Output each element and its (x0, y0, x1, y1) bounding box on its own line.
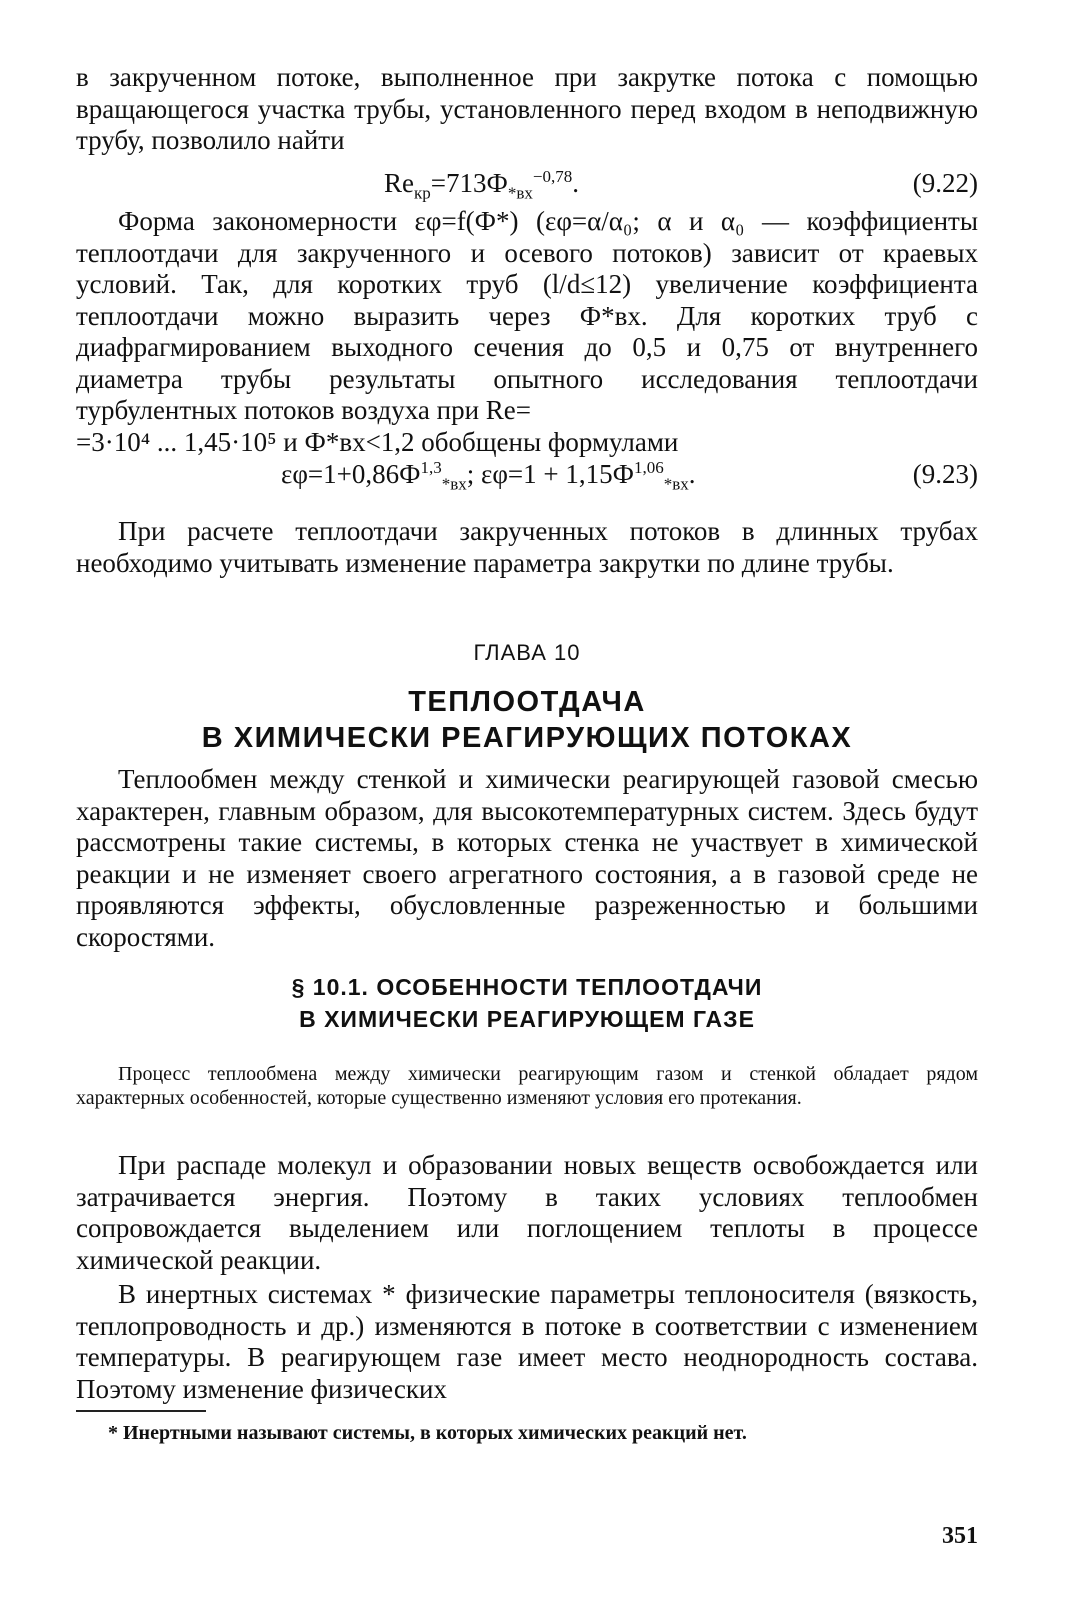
equation-9-22 (76, 168, 978, 202)
footnote-divider (76, 1410, 206, 1412)
chapter-label: ГЛАВА 10 (473, 640, 581, 665)
chapter-title-line1: ТЕПЛООТДАЧА (408, 686, 646, 718)
form-paragraph: Форма закономерности εφ=f(Ф*) (εφ=α/α₀; α и α₀ — коэффициенты теплоотдачи для закрученного и осевого потоков) зависит от краевых условий. Так, для коротких труб (l/d≤12) увеличение коэффициента теплоотдачи можно выразить через Ф*вх. Для коротких труб с диафрагмированием выходного сечения до 0,5 и 0,75 от внутреннего диаметра трубы результаты опытного исследования теплоотдачи турбулентных потоков воздуха при Re= (76, 206, 978, 425)
equation-9-22-body (384, 167, 579, 203)
form-paragraph-block (76, 206, 978, 458)
section-abstract: Процесс теплообмена между химически реагирующим газом и стенкой обладает рядом характерных особенностей, которые существенно изменяют условия его протекания. (76, 1063, 978, 1109)
section-title-line1: § 10.1. ОСОБЕННОСТИ ТЕПЛООТДАЧИ (291, 974, 763, 1000)
equation-9-23-number: (9.23) (912, 459, 978, 489)
eq-922-mid-sub: *вх (507, 183, 533, 203)
decay-paragraph: При распаде молекул и образовании новых веществ освобождается или затрачивается энергия. Поэтому в таких условиях теплообмен сопровождается выделением или поглощением теплоты в процессе химической реакции. (76, 1150, 978, 1275)
intro-paragraph-block (76, 62, 978, 157)
long-tubes-paragraph-block (76, 516, 978, 579)
section-heading (76, 972, 978, 1042)
chapter-title-line2: В ХИМИЧЕСКИ РЕАГИРУЮЩИХ ПОТОКАХ (201, 722, 853, 754)
form-paragraph-cont: =3·10⁴ ... 1,45·10⁵ и Ф*вх<1,2 обобщены формулами (76, 426, 679, 457)
section-abstract-block (76, 1062, 978, 1110)
eq-922-mid: =713Ф (430, 168, 508, 198)
equation-9-23-body (281, 458, 696, 494)
eq-923-part1-sup: 1,3 (420, 458, 442, 477)
eq-923-part2: εφ=1 + 1,15Ф (481, 459, 634, 489)
eq-923-part2-sub: *вх (663, 474, 689, 494)
eq-922-mid-sup: −0,78 (532, 167, 573, 186)
eq-922-end: . (572, 168, 579, 198)
section-title-line2: В ХИМИЧЕСКИ РЕАГИРУЮЩЕМ ГАЗЕ (299, 1006, 755, 1032)
body-paragraphs (76, 1150, 978, 1405)
eq-923-part1-sub: *вх (441, 474, 467, 494)
long-tubes-paragraph: При расчете теплоотдачи закрученных потоков в длинных трубах необходимо учитывать изменение параметра закрутки по длине трубы. (76, 516, 978, 578)
eq-923-part2-sup: 1,06 (633, 458, 664, 477)
eq-923-part1: εφ=1+0,86Ф (281, 459, 421, 489)
intro-paragraph: в закрученном потоке, выполненное при закрутке потока с помощью вращающегося участка трубы, установленного перед входом в неподвижную трубу, позволило найти (76, 62, 978, 155)
eq-922-lhs: Re (384, 168, 414, 198)
eq-922-lhs-sub: кр (414, 183, 431, 203)
equation-9-22-number: (9.22) (912, 168, 978, 198)
footnote: * Инертными называют системы, в которых химических реакций нет. (108, 1422, 747, 1444)
inert-paragraph: В инертных системах * физические параметры теплоносителя (вязкость, теплопроводность и др.) изменяются в потоке в соответствии с изменением температуры. В реагирующем газе имеет место неоднородность состава. Поэтому изменение физических (76, 1279, 978, 1404)
eq-923-end: . (688, 459, 696, 489)
chapter-intro-block (76, 764, 978, 953)
chapter-intro-paragraph: Теплообмен между стенкой и химически реагирующей газовой смесью характерен, главным образом, для высокотемпературных систем. Здесь будут рассмотрены такие системы, в которых стенка не участвует в химической реакции и не изменяет своего агрегатного состояния, а в газовой среде не проявляются эффекты, обусловленные разреженностью и большими скоростями. (76, 764, 978, 952)
eq-923-sep: ; (466, 459, 475, 489)
equation-9-23 (76, 459, 978, 493)
page-number: 351 (942, 1523, 978, 1549)
